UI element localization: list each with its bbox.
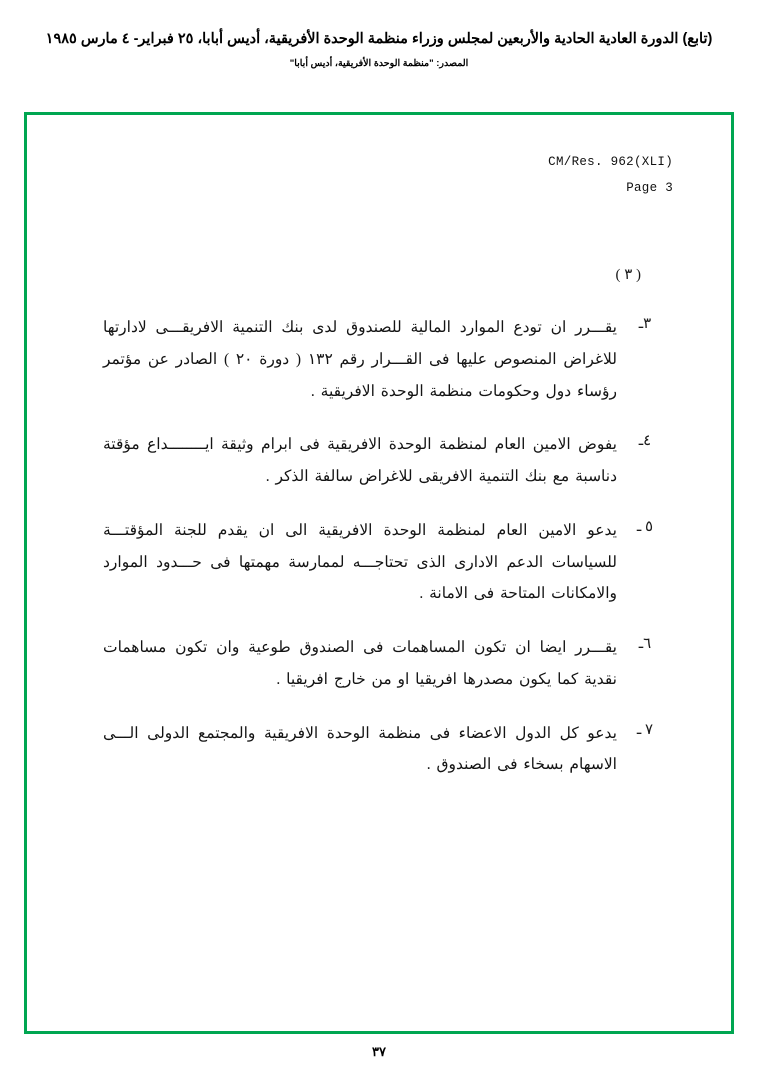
paragraph-text: يدعو الامين العام لمنظمة الوحدة الافريقية الى ان يقدم للجنة المؤقتـــة للسياسات الدعم الادارى الذى تحتاجـــه لممارسة مهمتها فى حـــدود الموارد والامكانات المتاحة فى الامانة .	[103, 521, 617, 603]
paragraph-number: ٦ـ	[638, 636, 652, 653]
paragraph-number: ٥ ـ	[636, 518, 654, 535]
paragraph-text: يقـــرر ايضا ان تكون المساهمات فى الصندوق طوعية وان تكون مساهمات نقدية كما يكون مصدرها افريقيا او من خارج افريقيا .	[103, 639, 617, 688]
document-code-block	[548, 155, 673, 195]
subsection-label: ( ٣ )	[615, 267, 641, 283]
paragraph-text: يفوض الامين العام لمنظمة الوحدة الافريقية فى ابرام وثيقة ايــــــــداع مؤقتة دناسبة مع بنك التنمية الافريقى للاغراض سالفة الذكر .	[103, 436, 617, 486]
document-body	[85, 265, 673, 803]
document-code: CM/Res. 962(XLI)	[548, 155, 673, 169]
paragraph-item	[85, 718, 673, 782]
paragraph-item	[85, 429, 673, 493]
paragraph-number: ٤ـ	[638, 433, 652, 450]
page-header	[0, 30, 758, 69]
header-source: المصدر: "منظمة الوحدة الأفريقية، أديس أبابا"	[289, 57, 469, 69]
paragraph-item	[85, 515, 673, 610]
paragraph-number: ٧ ـ	[636, 721, 654, 738]
document-page-label: Page 3	[626, 181, 673, 195]
page-number: ٣٧	[372, 1044, 386, 1059]
paragraph-item	[85, 632, 673, 696]
paragraph-text: يقـــرر ان تودع الموارد المالية للصندوق لدى بنك التنمية الافريقـــى لادارتها للاغراض المنصوص عليها فى القـــرار رقم ١٣٢ ( دورة ٢٠ ) الصادر عن مؤتمر رؤساء دول وحكومات منظمة الوحدة الافريقية .	[103, 319, 617, 400]
paragraph-item	[85, 312, 673, 407]
green-border-frame	[24, 112, 734, 1034]
header-title: (تابع) الدورة العادية الحادية والأربعين لمجلس وزراء منظمة الوحدة الأفريقية، أديس أبابا، ٢٥ فبراير- ٤ مارس ١٩٨٥	[45, 31, 713, 47]
paragraph-number: ٣ـ	[638, 316, 652, 332]
paragraph-text: يدعو كل الدول الاعضاء فى منظمة الوحدة الافريقية والمجتمع الدولى الـــى الاسهام بسخاء فى الصندوق .	[103, 724, 617, 774]
